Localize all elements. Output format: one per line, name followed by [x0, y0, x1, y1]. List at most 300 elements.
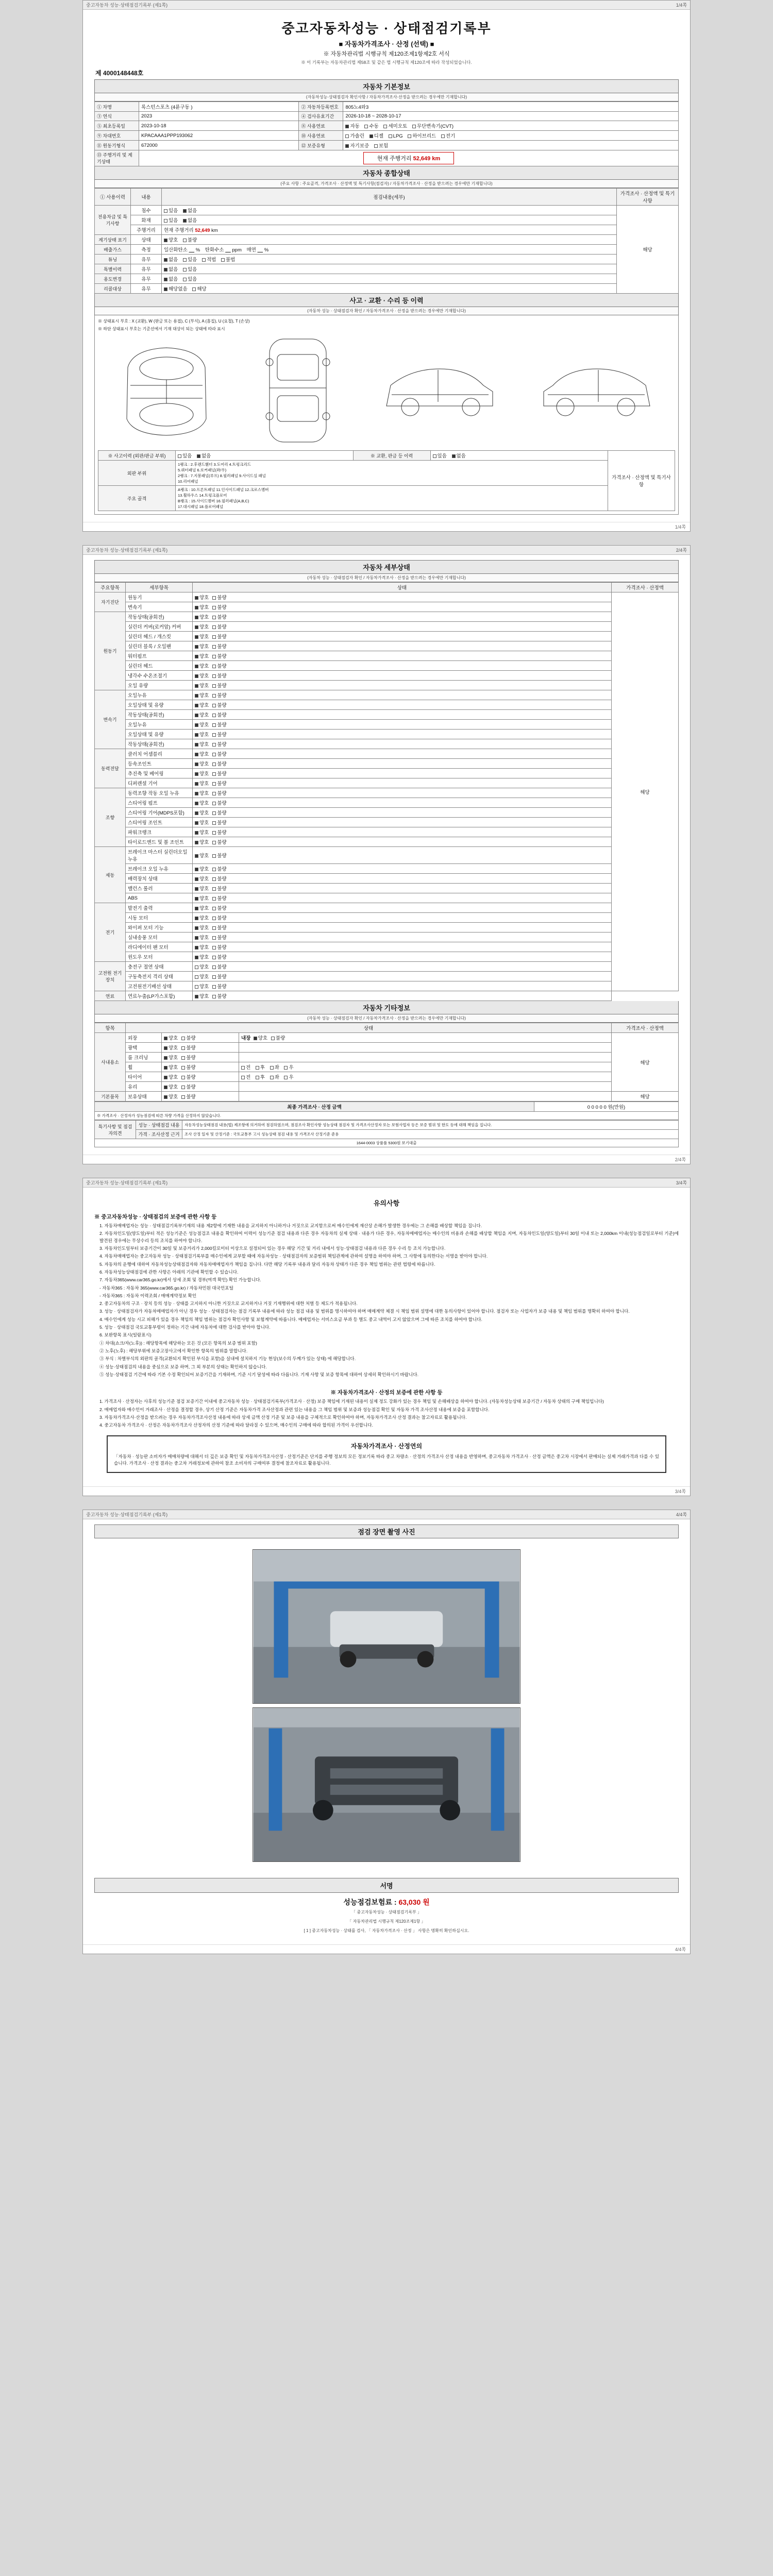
bad-12[interactable]: 불량	[212, 711, 226, 718]
table-row	[95, 150, 679, 166]
ok-29[interactable]: 양호	[195, 885, 209, 892]
table-row	[95, 913, 679, 923]
ok-16[interactable]: 양호	[195, 750, 209, 757]
bad-2[interactable]: 불량	[212, 613, 226, 620]
other-col-0: 항목	[95, 1023, 126, 1033]
cond-opts-6	[162, 264, 617, 274]
recall-yes[interactable]: 해당	[192, 285, 206, 292]
detail-item-19: 디퍼렌셜 기어	[126, 778, 193, 788]
cond-opts-0	[162, 206, 617, 215]
ok-28[interactable]: 양호	[195, 875, 209, 882]
ok-22[interactable]: 양호	[195, 809, 209, 816]
other-pos-3	[239, 1062, 612, 1072]
detail-item-40: 연료누출(LP가스포함)	[126, 991, 193, 1001]
signature-bar: 서명	[94, 1878, 679, 1893]
wheel-right[interactable]: 우	[284, 1063, 293, 1071]
cond-sub-8: 유무	[131, 284, 162, 294]
cond-0-yes[interactable]: 있음	[164, 207, 178, 214]
ok-2[interactable]: 양호	[195, 613, 209, 620]
detail-item-31: 발전기 출력	[126, 903, 193, 913]
gauge-ok[interactable]: 양호	[164, 236, 178, 243]
bad-40[interactable]: 불량	[212, 992, 226, 999]
basic-label2-0: ② 자동차등록번호	[299, 102, 343, 112]
tire-rear[interactable]: 후	[256, 1073, 265, 1080]
detail-opts-20	[193, 788, 612, 798]
table-row	[95, 884, 679, 893]
table-row	[95, 225, 679, 235]
detail-opts-26	[193, 847, 612, 864]
int-bad[interactable]: 불량	[271, 1034, 285, 1041]
cond-opts-1	[162, 215, 617, 225]
warranty-ins[interactable]: 보험	[374, 142, 388, 149]
ok-39[interactable]: 양호	[195, 982, 209, 990]
cond-1-no[interactable]: 없음	[183, 216, 197, 224]
table-row	[95, 864, 679, 874]
ext-ok[interactable]: 양호	[164, 1034, 178, 1041]
other-item-4: 타이어	[126, 1072, 162, 1082]
detail-col-2: 상태	[193, 583, 612, 592]
ok-10[interactable]: 양호	[195, 691, 209, 699]
remarks-label: 특기사항 및 점검자의견	[95, 1121, 136, 1139]
basic-value-0: 록스턴스포츠 (4륜구동 )	[139, 102, 299, 112]
detail-opts-32	[193, 913, 612, 923]
bad-16[interactable]: 불량	[212, 750, 226, 757]
ok-0[interactable]: 양호	[195, 594, 209, 601]
table-row	[95, 690, 679, 700]
fuel-gasoline[interactable]: 가솔린	[345, 132, 364, 139]
bad-7[interactable]: 불량	[212, 662, 226, 669]
table-row	[98, 451, 675, 461]
other-opts-4	[162, 1072, 239, 1082]
manual-ok[interactable]: 양호	[164, 1093, 178, 1100]
table-row	[95, 112, 679, 121]
ok-25[interactable]: 양호	[195, 838, 209, 845]
ok-19[interactable]: 양호	[195, 779, 209, 787]
page-strip-4	[83, 1510, 690, 1519]
int-ok[interactable]: 양호	[254, 1034, 267, 1041]
tire-right[interactable]: 우	[284, 1073, 293, 1080]
tuning-legal[interactable]: 적법	[202, 256, 216, 263]
bad-36[interactable]: 불량	[212, 953, 226, 960]
table-row	[95, 274, 679, 284]
ok-30[interactable]: 양호	[195, 894, 209, 902]
table-row	[95, 602, 679, 612]
ok-5[interactable]: 양호	[195, 642, 209, 650]
other-item-2: 룸 크리닝	[126, 1053, 162, 1062]
table-row	[95, 235, 679, 245]
ok-13[interactable]: 양호	[195, 721, 209, 728]
cond-sub-3: 상태	[131, 235, 162, 245]
detail-opts-17	[193, 759, 612, 769]
cond-col-3: 가격조사 · 산정액 및 특기사항	[617, 189, 679, 206]
outer-panel-label: 외판 부위	[98, 461, 176, 486]
glass-ok[interactable]: 양호	[164, 1083, 178, 1090]
bad-15[interactable]: 불량	[212, 740, 226, 748]
manual-bad[interactable]: 불량	[181, 1093, 195, 1100]
detail-col-0: 주요항목	[95, 583, 126, 592]
page-strip-right: 1/4쪽	[676, 3, 687, 8]
section-other-note: (자동차 성능 · 상태점검자 확인 / 자동차가격조사 · 산정을 받으려는 경우에만 기재합니다)	[94, 1014, 679, 1023]
ok-23[interactable]: 양호	[195, 819, 209, 826]
bad-1[interactable]: 불량	[212, 603, 226, 611]
fuel-diesel[interactable]: 디젤	[369, 132, 383, 139]
cond-1-yes[interactable]: 있음	[164, 216, 178, 224]
ok-3[interactable]: 양호	[195, 623, 209, 630]
final-price-value: 0 0 0 0 0 원(만원)	[534, 1102, 679, 1112]
exchange-no[interactable]: 없음	[452, 452, 466, 459]
notice-item: ⑤ 성능·상태점검 기간에 따라 기본 수정 확인되어 보증기간을 기재하며, 기준 시기 달성에 따라 다릅니다. 기재 사항 및 보증 항목에 대하여 상세히 확인하시기 바랍니다.	[99, 1371, 419, 1377]
detail-opts-19	[193, 778, 612, 788]
detail-item-3: 실린더 커버(로커암) 커버	[126, 622, 193, 632]
detail-item-24: 파워크랭크	[126, 827, 193, 837]
usechange-no[interactable]: 없음	[164, 275, 178, 282]
ok-7[interactable]: 양호	[195, 662, 209, 669]
bad-35[interactable]: 불량	[212, 943, 226, 951]
wheel-ok[interactable]: 양호	[164, 1063, 178, 1071]
cond-label-4: 배출가스	[95, 245, 131, 255]
notice-item: ④ 성능·상태점검의 내용을 중심으로 보증 하며, 그 외 부분의 상태는 확인하지 않습니다.	[99, 1364, 267, 1369]
price-estimate-box-title: 자동차가격조사 · 산정연의	[350, 1442, 423, 1450]
bad-34[interactable]: 불량	[212, 934, 226, 941]
detail-opts-1	[193, 602, 612, 612]
bad-22[interactable]: 불량	[212, 809, 226, 816]
detail-item-21: 스티어링 펌프	[126, 798, 193, 808]
bad-4[interactable]: 불량	[212, 633, 226, 640]
detail-opts-23	[193, 818, 612, 827]
base-item-0: 보유상태	[126, 1092, 162, 1101]
tuning-illegal[interactable]: 불법	[221, 256, 235, 263]
ok-32[interactable]: 양호	[195, 914, 209, 921]
table-row	[95, 681, 679, 690]
cond-0-no[interactable]: 없음	[183, 207, 197, 214]
ok-35[interactable]: 양호	[195, 943, 209, 951]
bad-26[interactable]: 불량	[212, 852, 226, 859]
notice-item: ③ 부식 : 차별부식의 외판의 골격(교환되지 확인된 부식을 포함)을 실내에 설치하지 기능 현상(보수의 두께가 있는 상태) 에 해당합니다.	[99, 1356, 356, 1362]
cond-sub-1: 화재	[131, 215, 162, 225]
detail-item-13: 오일누유	[126, 720, 193, 730]
tuning-yes[interactable]: 있음	[183, 256, 197, 263]
notice-section-2-title: ※ 자동차가격조사 · 산정의 보증에 관한 사항 등	[330, 1389, 443, 1396]
table-row	[95, 808, 679, 818]
detail-item-18: 추진축 및 베어링	[126, 769, 193, 778]
crash-no[interactable]: 없음	[197, 452, 211, 459]
bad-18[interactable]: 불량	[212, 770, 226, 777]
detail-opts-22	[193, 808, 612, 818]
price-estimate-box-text: 「자동차 · 성능판 소비자가 매매차량에 대해서 더 깊은 보증 확인 및 자동차가격조사산정 - 산정기준은 단지를 주행 정보의 모든 정보기록 따라 중고 차량소 · 산정의 가격조사 산정 내용을 반영하며, 중고자동차 가격조사 · 산정 금액은 중고차 시장에서 판매되는 실제 거래가격과 다를 수 있습니다. 가격조사 · 산정 결과는 중고차 거래정보에 관하여 참조 소비자의 구매여부 결정에 참조자료로 활용됩니다.	[114, 1453, 659, 1466]
tire-ok[interactable]: 양호	[164, 1073, 178, 1080]
ok-38[interactable]: 양호	[195, 973, 209, 980]
ext-bad[interactable]: 불량	[181, 1034, 195, 1041]
ok-12[interactable]: 양호	[195, 711, 209, 718]
table-row	[98, 461, 675, 486]
table-row	[95, 592, 679, 602]
section-basic-header: 자동차 기본정보	[94, 79, 679, 93]
glass-bad[interactable]: 불량	[181, 1083, 195, 1090]
detail-group-hv: 고전원 전기장치	[95, 962, 126, 991]
ok-21[interactable]: 양호	[195, 799, 209, 806]
detail-group-trans: 변속기	[95, 690, 126, 749]
bad-32[interactable]: 불량	[212, 914, 226, 921]
detail-opts-5	[193, 641, 612, 651]
notice-section-1-title: ※ 중고자동차성능 · 상태점검의 보증에 관한 사항 등	[94, 1214, 217, 1220]
bad-28[interactable]: 불량	[212, 875, 226, 882]
detail-opts-9	[193, 681, 612, 690]
ok-18[interactable]: 양호	[195, 770, 209, 777]
ok-31[interactable]: 양호	[195, 904, 209, 911]
detail-item-11: 오일상태 및 유량	[126, 700, 193, 710]
bad-21[interactable]: 불량	[212, 799, 226, 806]
page-strip-right-3: 3/4쪽	[676, 1180, 687, 1185]
bad-23[interactable]: 불량	[212, 819, 226, 826]
ok-26[interactable]: 양호	[195, 852, 209, 859]
ok-40[interactable]: 양호	[195, 992, 209, 999]
detail-col-1: 세부항목	[126, 583, 193, 592]
bad-0[interactable]: 불량	[212, 594, 226, 601]
document-legal-note: ※ 이 기록부는 자동차관리법 제58조 및 같은 법 시행규칙 제120조에 따라 작성되었습니다.	[301, 60, 472, 65]
detail-opts-12	[193, 710, 612, 720]
cond-opts-8	[162, 284, 617, 294]
detail-item-14: 오일상태 및 유량	[126, 730, 193, 739]
table-row	[95, 788, 679, 798]
tire-left[interactable]: 좌	[270, 1073, 279, 1080]
detail-opts-27	[193, 864, 612, 874]
transmission-cvt[interactable]: 무단변속기(CVT)	[412, 122, 453, 129]
tire-front[interactable]: 전	[241, 1073, 250, 1080]
warranty-self[interactable]: 자기보증	[345, 142, 369, 149]
ok-1[interactable]: 양호	[195, 603, 209, 611]
table-header-row	[95, 1023, 679, 1033]
document-title: 중고자동차성능 · 상태점검기록부	[281, 21, 492, 36]
bad-33[interactable]: 불량	[212, 924, 226, 931]
detail-opts-18	[193, 769, 612, 778]
other-item-5: 유리	[126, 1082, 162, 1092]
detail-opts-11	[193, 700, 612, 710]
table-row	[95, 1130, 679, 1139]
clean-ok[interactable]: 양호	[164, 1054, 178, 1061]
transmission-auto[interactable]: 자동	[345, 122, 359, 129]
exchange-yes[interactable]: 있음	[433, 452, 447, 459]
detail-item-12: 작동상태(공회전)	[126, 710, 193, 720]
gauge-bad[interactable]: 불량	[183, 236, 197, 243]
cond-sub-0: 침수	[131, 206, 162, 215]
ok-20[interactable]: 양호	[195, 789, 209, 796]
polish-ok[interactable]: 양호	[164, 1044, 178, 1051]
notice-item: 5. 자동차의 운행에 대하여 자동차성능상태점검자와 자동차매매업자가 책임을 집니다. 다만 해당 기록부 내용과 달리 자동차 상태가 다른 경우 책임 범위는 관련 법령에 따릅니다.	[99, 1261, 435, 1267]
bad-14[interactable]: 불량	[212, 731, 226, 738]
wheel-front[interactable]: 전	[241, 1063, 250, 1071]
page-strip-right-4: 4/4쪽	[676, 1512, 687, 1518]
page-strip-2	[83, 546, 690, 555]
other-pos-4	[239, 1072, 612, 1082]
ok-14[interactable]: 양호	[195, 731, 209, 738]
usechange-yes[interactable]: 있음	[183, 275, 197, 282]
bad-19[interactable]: 불량	[212, 779, 226, 787]
other-opts-3	[162, 1062, 239, 1072]
bad-9[interactable]: 불량	[212, 682, 226, 689]
table-row	[95, 206, 679, 215]
detail-opts-2	[193, 612, 612, 622]
diagram-note-2: ※ 하단 상태표시 부호는 기준선에서 기재 대상이 되는 상태에 따라 표시	[98, 327, 225, 331]
table-row	[95, 827, 679, 837]
bad-17[interactable]: 불량	[212, 760, 226, 767]
detail-item-22: 스티어링 기어(MDPS포함)	[126, 808, 193, 818]
detail-item-7: 실린더 헤드	[126, 661, 193, 671]
fee-value: 63,030 원	[398, 1898, 430, 1907]
wheel-left[interactable]: 좌	[270, 1063, 279, 1071]
table-row	[95, 739, 679, 749]
bad-25[interactable]: 불량	[212, 838, 226, 845]
document-subtitle-2: ※ 자동차관리법 시행규칙 제120조제1항제2호 서식	[323, 51, 450, 57]
notice-item: 4. 매수인에게 성능 시고 피해가 있을 경우 책임의 책임 범위는 점검자 확인사항 및 보험계약에 따릅니다. 매매업자는 서비스요금 부과 등 별도 중고 내역이 고지 않았으며 그에 따른 조치를 하여야 합니다.	[99, 1316, 482, 1322]
wheel-rear[interactable]: 후	[256, 1063, 265, 1071]
fee-label: 성능점검보험료 :	[343, 1898, 397, 1907]
ok-11[interactable]: 양호	[195, 701, 209, 708]
car-top-diagram	[254, 334, 342, 447]
basic-value-4: 672000	[139, 141, 299, 150]
notice-item: 2. 매매업자와 매수인이 거래조사 · 산정을 결정할 경우, 상기 산정 기준은 자동차가격 조사산정과 관련 있는 내용을 그 책임 범위 및 보증과 성능점검 확인 및 자동차 가격 조사산정 내용에 보증을 포함합니다.	[99, 1406, 490, 1412]
notice-item: - 자동차365 : 자동차 이력조회 / 매매계약정보 확인	[99, 1293, 197, 1298]
table-row	[95, 700, 679, 710]
notice-item: ① 차대(쇼크/자(노후)) : 해당항목에 해당하는 모든 것 (모든 항목의 보증 범위 포함)	[99, 1340, 257, 1346]
ok-15[interactable]: 양호	[195, 740, 209, 748]
bad-37[interactable]: 불량	[212, 963, 226, 970]
bad-13[interactable]: 불량	[212, 721, 226, 728]
table-row	[95, 1121, 679, 1130]
ok-4[interactable]: 양호	[195, 633, 209, 640]
detail-opts-24	[193, 827, 612, 837]
document-page-1	[82, 0, 691, 532]
ok-36[interactable]: 양호	[195, 953, 209, 960]
cond-label-7: 용도변경	[95, 274, 131, 284]
section-detail-header: 자동차 세부상태	[94, 560, 679, 574]
bad-5[interactable]: 불량	[212, 642, 226, 650]
special-no[interactable]: 없음	[164, 265, 178, 273]
fuel-hybrid[interactable]: 하이브리드	[408, 132, 436, 139]
bad-24[interactable]: 불량	[212, 828, 226, 836]
bad-10[interactable]: 불량	[212, 691, 226, 699]
page-footer-2: 2/4쪽	[83, 1155, 690, 1164]
table-row	[95, 710, 679, 720]
bad-30[interactable]: 불량	[212, 894, 226, 902]
table-header-row	[95, 189, 679, 206]
table-row	[95, 284, 679, 294]
table-row	[95, 622, 679, 632]
ok-17[interactable]: 양호	[195, 760, 209, 767]
frame-label: 주요 골격	[98, 486, 176, 511]
notice-page-title: 유의사항	[373, 1199, 400, 1207]
table-row	[95, 264, 679, 274]
remarks-phone: 1644-0003 상품품 5300원 보기대출	[95, 1139, 679, 1147]
section-other-header: 자동차 기타정보	[94, 1001, 679, 1014]
special-yes[interactable]: 있음	[183, 265, 197, 273]
ok-34[interactable]: 양호	[195, 934, 209, 941]
bad-27[interactable]: 불량	[212, 865, 226, 872]
ok-8[interactable]: 양호	[195, 672, 209, 679]
bad-6[interactable]: 불량	[212, 652, 226, 659]
document-page-3	[82, 1178, 691, 1496]
cond-sub-5: 유무	[131, 255, 162, 264]
notice-item: ② 노후(노후) : 해당부위에 보증고장사고에서 확인한 항목의 범위를 말합니다.	[99, 1348, 248, 1353]
other-extra-2	[239, 1053, 612, 1062]
bad-3[interactable]: 불량	[212, 623, 226, 630]
table-row	[95, 1092, 679, 1101]
cond-opts-3	[162, 235, 617, 245]
detail-item-25: 타이로드엔드 및 볼 조인트	[126, 837, 193, 847]
bad-8[interactable]: 불량	[212, 672, 226, 679]
fuel-electric[interactable]: 전기	[441, 132, 455, 139]
inspection-photo-2	[253, 1707, 520, 1862]
detail-opts-37	[193, 962, 612, 972]
table-row	[95, 837, 679, 847]
page-footer-3: 3/4쪽	[83, 1486, 690, 1496]
table-row	[95, 651, 679, 661]
ok-37[interactable]: 양호	[195, 963, 209, 970]
table-row	[95, 991, 679, 1001]
document-page-2	[82, 545, 691, 1164]
recall-na[interactable]: 해당없음	[164, 285, 188, 292]
ok-27[interactable]: 양호	[195, 865, 209, 872]
polish-bad[interactable]: 불량	[181, 1044, 195, 1051]
detail-opts-34	[193, 933, 612, 942]
detail-item-17: 등속조인트	[126, 759, 193, 769]
detail-opts-36	[193, 952, 612, 962]
section-condition-header: 자동차 종합상태	[94, 166, 679, 180]
tire-bad[interactable]: 불량	[181, 1073, 195, 1080]
detail-opts-39	[193, 981, 612, 991]
cond-sub-4: 측정	[131, 245, 162, 255]
bad-39[interactable]: 불량	[212, 982, 226, 990]
wheel-bad[interactable]: 불량	[181, 1063, 195, 1071]
condition-table	[94, 188, 679, 294]
crash-yes[interactable]: 있음	[178, 452, 192, 459]
ok-24[interactable]: 양호	[195, 828, 209, 836]
notice-item: 3. 성능 · 상태점검자가 자동차매매업자가 아닌 경우 성능 · 상태점검자는 점검 기록부 내용에 따라 성능 점검 내용 및 범위를 명시하여야 하며 매매계약 체결 시 책임 범위 설명에 대한 동의사항이 있어야 합니다. 점검자 또는 사업자가 보증 내용 및 책임 범위를 명확히 하여야 합니다.	[99, 1309, 630, 1314]
clean-bad[interactable]: 불량	[181, 1054, 195, 1061]
detail-opts-4	[193, 632, 612, 641]
other-extra-1	[239, 1043, 612, 1053]
table-row	[95, 874, 679, 884]
bad-11[interactable]: 불량	[212, 701, 226, 708]
basic-value2-4	[343, 141, 679, 150]
ok-33[interactable]: 양호	[195, 924, 209, 931]
remarks-row2-label: 가격 · 조사산정 근거	[136, 1130, 182, 1139]
detail-opts-35	[193, 942, 612, 952]
detail-opts-6	[193, 651, 612, 661]
bad-38[interactable]: 불량	[212, 973, 226, 980]
bad-29[interactable]: 불량	[212, 885, 226, 892]
basic-info-table	[94, 101, 679, 166]
fuel-lpg[interactable]: LPG	[389, 133, 403, 139]
inspection-photo-1	[253, 1549, 520, 1704]
detail-opts-16	[193, 749, 612, 759]
basic-value-1: 2023	[139, 112, 299, 121]
base-items-label: 기본품목	[95, 1092, 126, 1101]
section-accident-header: 사고 · 교환 · 수리 등 이력	[94, 294, 679, 307]
transmission-manual[interactable]: 수동	[364, 122, 378, 129]
fuel-options	[343, 131, 679, 141]
ok-9[interactable]: 양호	[195, 682, 209, 689]
basic-label2-3: ⑩ 사용연료	[299, 131, 343, 141]
detail-opts-29	[193, 884, 612, 893]
inspection-fee	[94, 1893, 679, 1909]
table-row	[95, 952, 679, 962]
tuning-no[interactable]: 없음	[164, 256, 178, 263]
ok-6[interactable]: 양호	[195, 652, 209, 659]
transmission-semi[interactable]: 세미오토	[383, 122, 407, 129]
bad-20[interactable]: 불량	[212, 789, 226, 796]
bad-31[interactable]: 불량	[212, 904, 226, 911]
cond-label-3: 계기상태 표기	[95, 235, 131, 245]
